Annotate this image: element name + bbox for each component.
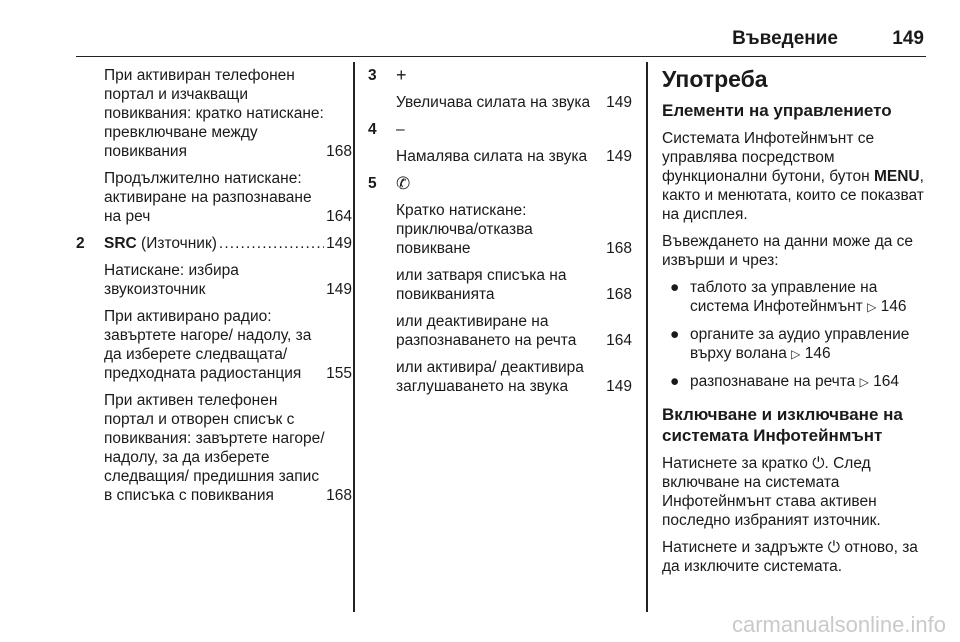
entry-number: 5	[368, 175, 377, 192]
list-item: ● разпознаване на речта ▷ 164	[670, 373, 900, 390]
column-divider-2	[646, 62, 648, 612]
page-ref[interactable]: 168	[606, 286, 632, 303]
page-ref[interactable]: 155	[326, 365, 352, 382]
page-ref[interactable]: 168	[606, 240, 632, 257]
minus-icon: –	[396, 121, 405, 138]
entry-symbol: SRC	[104, 235, 137, 252]
entry-text: Кратко натискане: приключва/отказва повикване	[396, 202, 533, 257]
paragraph-select-source	[76, 261, 352, 299]
header-page-number: 149	[892, 28, 924, 49]
section-title: Употреба	[662, 66, 768, 92]
entry-number: 3	[368, 67, 377, 84]
cross-ref-arrow-icon: ▷	[791, 347, 801, 361]
paragraph-text: Натискане: избира звукоизточник	[104, 262, 239, 298]
page-ref[interactable]: 164	[606, 332, 632, 349]
paragraph-mute	[368, 358, 632, 396]
paragraph-deactivate-speech	[368, 312, 632, 350]
entry-number: 2	[76, 235, 85, 252]
dot-leader	[219, 234, 324, 253]
section-heading-power: Включване и изключване на системата Инфотейнмънт	[662, 405, 903, 445]
page-ref[interactable]: 149	[606, 148, 632, 165]
phone-hangup-icon: ✆	[396, 174, 411, 193]
header-title: Въведение	[732, 28, 838, 49]
paragraph-long-press	[76, 169, 352, 226]
entry-text: Намалява силата на звука	[396, 148, 588, 165]
power-on-paragraph: Натиснете за кратко ⏻. След включване на системата Инфотейнмънт става активен последно избраният източник.	[662, 455, 881, 529]
entry-number: 4	[368, 121, 377, 138]
cross-ref-arrow-icon: ▷	[867, 300, 877, 314]
entry-2	[76, 234, 352, 253]
column-middle	[368, 66, 632, 404]
column-right	[662, 66, 928, 584]
power-icon: ⏻	[812, 455, 825, 472]
power-icon: ⏻	[827, 539, 841, 556]
paragraph-text: При активен телефонен портал и отворен списък с повиквания: завъртете нагоре/надолу, за да изберете следващия/ предишния запис в списъка с повиквания	[104, 392, 325, 504]
page-ref[interactable]: 149	[326, 235, 352, 252]
intro-paragraph: Системата Инфотейнмънт се управлява посредством функционални бутони, бутон MENU, както и менютата, които се показват на дисплея.	[662, 130, 924, 223]
entry-text: (Източник)	[136, 235, 217, 252]
paragraph-text: или деактивиране на разпознаването на речта	[396, 313, 577, 349]
list-item: ● органите за аудио управление върху волана ▷ 146	[670, 326, 910, 362]
paragraph-text: или затваря списъка на повикванията	[396, 267, 567, 303]
paragraph-text: Продължително натискане: активиране на разпознаване на реч	[104, 170, 312, 225]
bullet-icon: ●	[670, 326, 680, 343]
column-left	[76, 66, 352, 513]
entry-4	[368, 120, 632, 166]
page-ref[interactable]: 149	[606, 378, 632, 395]
bullet-icon: ●	[670, 279, 680, 296]
page-ref[interactable]: 146	[804, 345, 831, 362]
page-ref[interactable]: 168	[326, 487, 352, 504]
list-item: ● таблото за управление на система Инфотейнмънт ▷ 146	[670, 279, 907, 315]
entry-5	[368, 174, 632, 258]
paragraph-call-list	[76, 391, 352, 505]
page-ref[interactable]: 146	[880, 298, 907, 315]
plus-icon: +	[396, 65, 407, 85]
page-ref[interactable]: 149	[606, 94, 632, 111]
entry-text: Увеличава силата на звука	[396, 94, 591, 111]
page-ref[interactable]: 149	[326, 281, 352, 298]
paragraph-text: При активиран телефонен портал и изчакващи повиквания: кратко натискане: превключване между повиквания	[104, 67, 324, 160]
paragraph-text: При активирано радио: завъртете нагоре/ надолу, за да изберете следващата/ предходната радиостанция	[104, 308, 312, 382]
power-off-paragraph: Натиснете и задръжте ⏻ отново, за да изключите системата.	[662, 539, 918, 575]
page-ref[interactable]: 168	[326, 143, 352, 160]
page-header	[76, 26, 926, 57]
entry-3	[368, 66, 632, 112]
paragraph-text: или активира/ деактивира заглушаването на звука	[396, 359, 584, 395]
input-paragraph: Въвеждането на данни може да се извърши и чрез:	[662, 233, 914, 269]
page-ref[interactable]: 164	[326, 208, 352, 225]
section-subtitle: Елементи на управлението	[662, 101, 892, 120]
cross-ref-arrow-icon: ▷	[859, 375, 869, 389]
paragraph-call-waiting	[76, 66, 352, 161]
paragraph-radio	[76, 307, 352, 383]
bullet-icon: ●	[670, 373, 680, 390]
menu-button-label: MENU	[873, 168, 920, 185]
page-ref[interactable]: 164	[873, 373, 900, 390]
column-divider-1	[353, 62, 355, 612]
paragraph-close-list	[368, 266, 632, 304]
watermark: carmanualsonline.info	[731, 612, 946, 637]
